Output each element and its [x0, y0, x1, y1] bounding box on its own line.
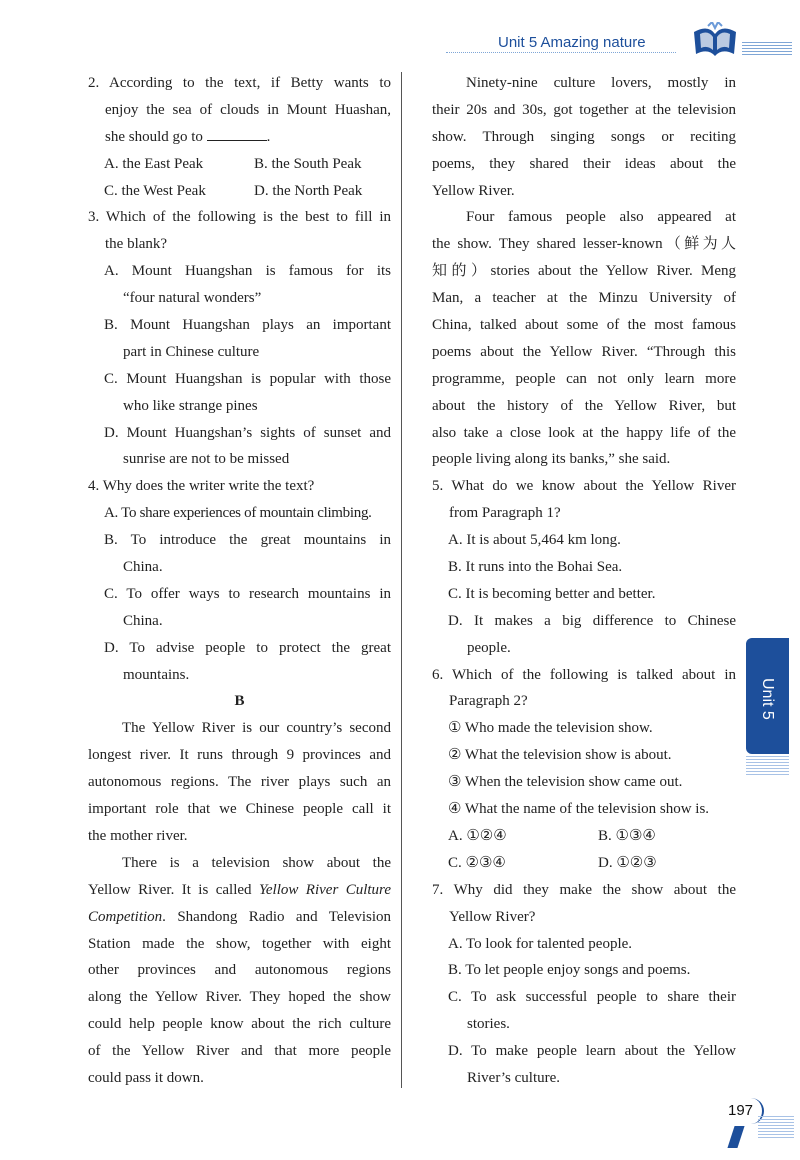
- option-d-cont: mountains.: [123, 666, 190, 683]
- show-title: Yellow River Culture: [258, 881, 391, 898]
- option-c: C. the West Peak: [104, 182, 206, 199]
- passage-line: the show. They shared lesser-known（鲜为人: [432, 236, 736, 253]
- passage-line: poems, they shared their ideas about the: [432, 155, 736, 172]
- passage-line: their 20s and 30s, got together at the television: [432, 101, 736, 118]
- question-text-part: she should go to: [105, 128, 203, 145]
- tab-decor-lines: [746, 756, 789, 776]
- option-d: D. To make people learn about the Yellow: [448, 1043, 736, 1060]
- option-d: D. the North Peak: [254, 182, 363, 199]
- passage-paragraph-2: [88, 850, 391, 1092]
- question-text: enjoy the sea of clouds in Mount Huashan,: [105, 101, 391, 118]
- statement-item: ① Who made the television show.: [448, 720, 653, 737]
- option-a-cont: “four natural wonders”: [123, 290, 262, 307]
- option-a: A. It is about 5,464 km long.: [448, 532, 621, 549]
- passage-line: Ninety-nine culture lovers, mostly in: [466, 75, 736, 91]
- question-text: Paragraph 2?: [449, 693, 528, 710]
- statement-item: ③ When the television show came out.: [448, 774, 683, 791]
- passage-line: people living along its banks,” she said.: [432, 451, 671, 468]
- question-text: the blank?: [105, 236, 168, 253]
- passage-text: Yellow River. It is called: [88, 881, 259, 898]
- option-a: A. ①②④: [448, 827, 507, 844]
- option-b-cont: part in Chinese culture: [123, 343, 260, 360]
- question-5: [432, 473, 736, 661]
- passage-line: Yellow River.: [432, 182, 515, 199]
- option-b: B. To let people enjoy songs and poems.: [448, 962, 691, 979]
- option-c: C. ②③④: [448, 854, 506, 871]
- option-c: C. Mount Huangshan is popular with those: [104, 370, 391, 387]
- passage-line: about the history of the Yellow River, but: [432, 397, 736, 414]
- option-d: D. It makes a big difference to Chinese: [448, 612, 736, 629]
- unit-side-tab: [746, 638, 789, 754]
- question-text-part: .: [266, 128, 271, 145]
- passage-line: show. Through singing songs or reciting: [432, 128, 736, 145]
- page-decor-lines: [758, 1116, 794, 1140]
- option-d: D. ①②③: [598, 854, 657, 871]
- passage-line: longest river. It runs through 9 provinces and: [88, 747, 391, 764]
- passage-line: poems about the Yellow River. “Through this: [432, 343, 736, 360]
- option-a: A. To look for talented people.: [448, 935, 633, 952]
- question-text: Yellow River?: [449, 908, 536, 925]
- book-icon: [690, 22, 740, 60]
- question-text: [88, 124, 391, 151]
- passage-line: autonomous regions. The river plays such an: [88, 774, 391, 791]
- question-text: 7. Why did they make the show about the: [432, 881, 736, 898]
- option-row: [88, 151, 391, 178]
- passage-paragraph-1: [88, 715, 391, 849]
- option-d-cont: people.: [467, 639, 511, 656]
- unit-header: [498, 34, 646, 51]
- passage-line: China, talked about some of the most famous: [432, 317, 736, 334]
- option-b: B. It runs into the Bohai Sea.: [448, 559, 623, 576]
- option-c: C. To ask successful people to share their: [448, 989, 736, 1006]
- passage-line: of the Yellow River and that more people: [88, 1043, 391, 1060]
- passage-line: [88, 904, 391, 931]
- passage-line: The Yellow River is our country’s second: [122, 720, 391, 737]
- question-text: 4. Why does the writer write the text?: [88, 478, 315, 495]
- right-column: [432, 70, 736, 1092]
- question-6: [432, 662, 736, 877]
- column-divider: [401, 72, 402, 1088]
- page-number-mark: [727, 1126, 744, 1148]
- left-column: [88, 70, 391, 1092]
- question-text: 3. Which of the following is the best to fill in: [88, 209, 391, 226]
- show-title: Competition: [88, 908, 163, 925]
- option-b-cont: China.: [123, 559, 163, 576]
- passage-line: Four famous people also appeared at: [466, 209, 736, 226]
- option-c: C. It is becoming better and better.: [448, 585, 656, 602]
- passage-line: important role that we Chinese people call it: [88, 801, 391, 818]
- passage-line: could pass it down.: [88, 1069, 204, 1086]
- question-2: [88, 70, 391, 204]
- option-d: D. Mount Huangshan’s sights of sunset and: [104, 424, 391, 441]
- answer-blank: [207, 126, 267, 141]
- option-c: C. To offer ways to research mountains in: [104, 585, 391, 602]
- option-a: A. the East Peak: [104, 155, 204, 172]
- passage-paragraph-3: [432, 70, 736, 204]
- option-b: B. the South Peak: [254, 155, 362, 172]
- question-7: [432, 877, 736, 1092]
- passage-line: 知的）stories about the Yellow River. Meng: [432, 263, 736, 280]
- passage-line: Man, a teacher at the Minzu University of: [432, 290, 736, 307]
- header-decor-lines: [742, 42, 792, 56]
- option-b: B. To introduce the great mountains in: [104, 532, 391, 549]
- statement-item: ② What the television show is about.: [448, 747, 672, 764]
- passage-line: could help people know about the rich culture: [88, 1016, 391, 1033]
- option-b: B. ①③④: [598, 827, 656, 844]
- option-a: A. To share experiences of mountain climbing.: [104, 505, 372, 522]
- option-c-cont: who like strange pines: [123, 397, 258, 414]
- header-dotted-rule: [446, 52, 676, 53]
- option-c-cont: China.: [123, 612, 163, 629]
- passage-line: other provinces and autonomous regions: [88, 962, 391, 979]
- option-b: B. Mount Huangshan plays an important: [104, 317, 391, 334]
- passage-line: also take a close look at the happy life of the: [432, 424, 736, 441]
- passage-line: programme, people can not only learn more: [432, 370, 736, 387]
- option-c-cont: stories.: [467, 1016, 510, 1033]
- question-3: [88, 204, 391, 473]
- passage-line: Station made the show, together with eight: [88, 935, 391, 952]
- page-number: 197: [728, 1102, 754, 1119]
- option-a: A. Mount Huangshan is famous for its: [104, 263, 391, 280]
- question-text: from Paragraph 1?: [449, 505, 561, 522]
- question-text: 2. According to the text, if Betty wants to: [88, 75, 391, 91]
- question-text: 5. What do we know about the Yellow River: [432, 478, 736, 495]
- passage-line: [88, 877, 391, 904]
- option-d-cont: sunrise are not to be missed: [123, 451, 290, 468]
- question-text: 6. Which of the following is talked about in: [432, 666, 736, 683]
- unit-title: Unit 5 Amazing nature: [498, 34, 646, 51]
- option-row: [88, 178, 391, 205]
- question-4: [88, 473, 391, 688]
- option-d-cont: River’s culture.: [467, 1069, 561, 1086]
- passage-line: the mother river.: [88, 827, 188, 844]
- passage-line: There is a television show about the: [122, 854, 391, 871]
- statement-item: ④ What the name of the television show is.: [448, 801, 710, 818]
- passage-line: along the Yellow River. They hoped the show: [88, 989, 391, 1006]
- passage-text: . Shandong Radio and Television: [162, 908, 391, 925]
- option-row: [432, 823, 736, 850]
- passage-paragraph-4: [432, 204, 736, 473]
- option-d: D. To advise people to protect the great: [104, 639, 391, 656]
- option-row: [432, 850, 736, 877]
- section-heading: B: [234, 693, 245, 710]
- unit-side-tab-label: Unit 5: [759, 678, 776, 720]
